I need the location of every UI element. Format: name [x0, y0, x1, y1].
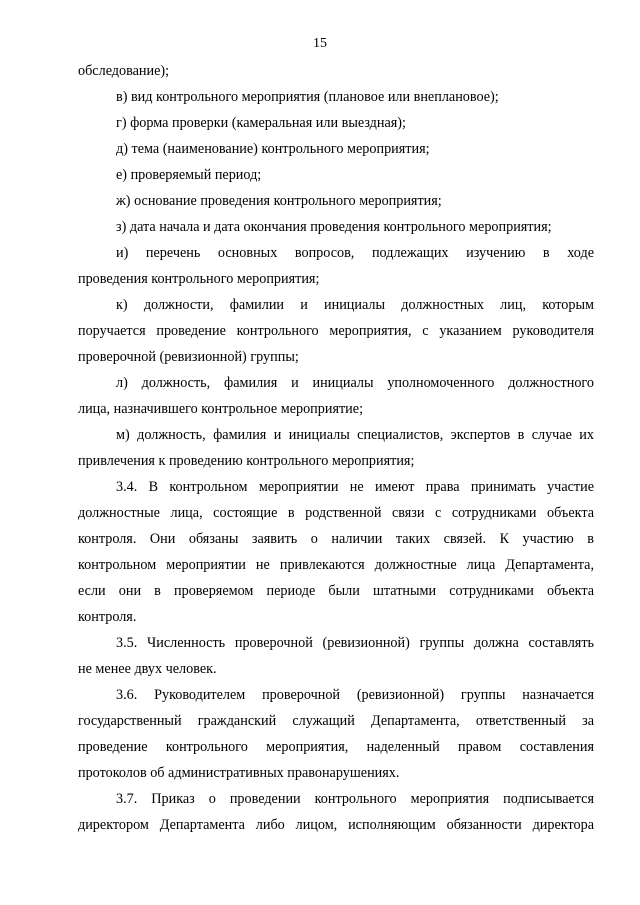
- text-line: 3.5. Численность проверочной (ревизионной) группы должна составлять: [116, 635, 594, 651]
- text-line: в) вид контрольного мероприятия (плановое или внеплановое);: [116, 89, 499, 105]
- text-line: л) должность, фамилия и инициалы уполномоченного должностного: [116, 375, 594, 391]
- text-line: з) дата начала и дата окончания проведения контрольного мероприятия;: [116, 219, 552, 235]
- text-line: контрольном мероприятии не привлекаются должностные лица Департамента,: [78, 557, 594, 573]
- text-line: лица, назначившего контрольное мероприятие;: [78, 401, 364, 417]
- text-line: не менее двух человек.: [78, 661, 217, 677]
- text-line: проведения контрольного мероприятия;: [78, 271, 320, 287]
- text-line: должностные лица, состоящие в родственной связи с сотрудниками объекта: [78, 505, 594, 521]
- text-line: поручается проведение контрольного мероприятия, с указанием руководителя: [78, 323, 594, 339]
- text-line: контроля.: [78, 609, 137, 625]
- text-line: 3.6. Руководителем проверочной (ревизионной) группы назначается: [116, 687, 594, 703]
- text-line: г) форма проверки (камеральная или выездная);: [116, 115, 406, 131]
- text-line: к) должности, фамилии и инициалы должностных лиц, которым: [116, 297, 594, 313]
- text-line: государственный гражданский служащий Департамента, ответственный за: [78, 713, 594, 729]
- text-line: обследование);: [78, 63, 170, 79]
- text-line: и) перечень основных вопросов, подлежащих изучению в ходе: [116, 245, 594, 261]
- text-line: протоколов об административных правонарушениях.: [78, 765, 400, 781]
- page-number: 15: [313, 36, 327, 51]
- text-line: проведение контрольного мероприятия, наделенный правом составления: [78, 739, 594, 755]
- text-line: если они в проверяемом периоде были штатными сотрудниками объекта: [78, 583, 594, 599]
- text-line: проверочной (ревизионной) группы;: [78, 349, 299, 365]
- text-line: директором Департамента либо лицом, исполняющим обязанности директора: [78, 817, 594, 833]
- text-line: е) проверяемый период;: [116, 167, 262, 183]
- text-line: м) должность, фамилия и инициалы специалистов, экспертов в случае их: [116, 427, 594, 443]
- text-line: д) тема (наименование) контрольного мероприятия;: [116, 141, 430, 157]
- text-line: ж) основание проведения контрольного мероприятия;: [116, 193, 442, 209]
- text-line: контроля. Они обязаны заявить о наличии таких связей. К участию в: [78, 531, 594, 547]
- text-line: 3.4. В контрольном мероприятии не имеют права принимать участие: [116, 479, 594, 495]
- text-line: привлечения к проведению контрольного мероприятия;: [78, 453, 415, 469]
- text-line: 3.7. Приказ о проведении контрольного мероприятия подписывается: [116, 791, 594, 807]
